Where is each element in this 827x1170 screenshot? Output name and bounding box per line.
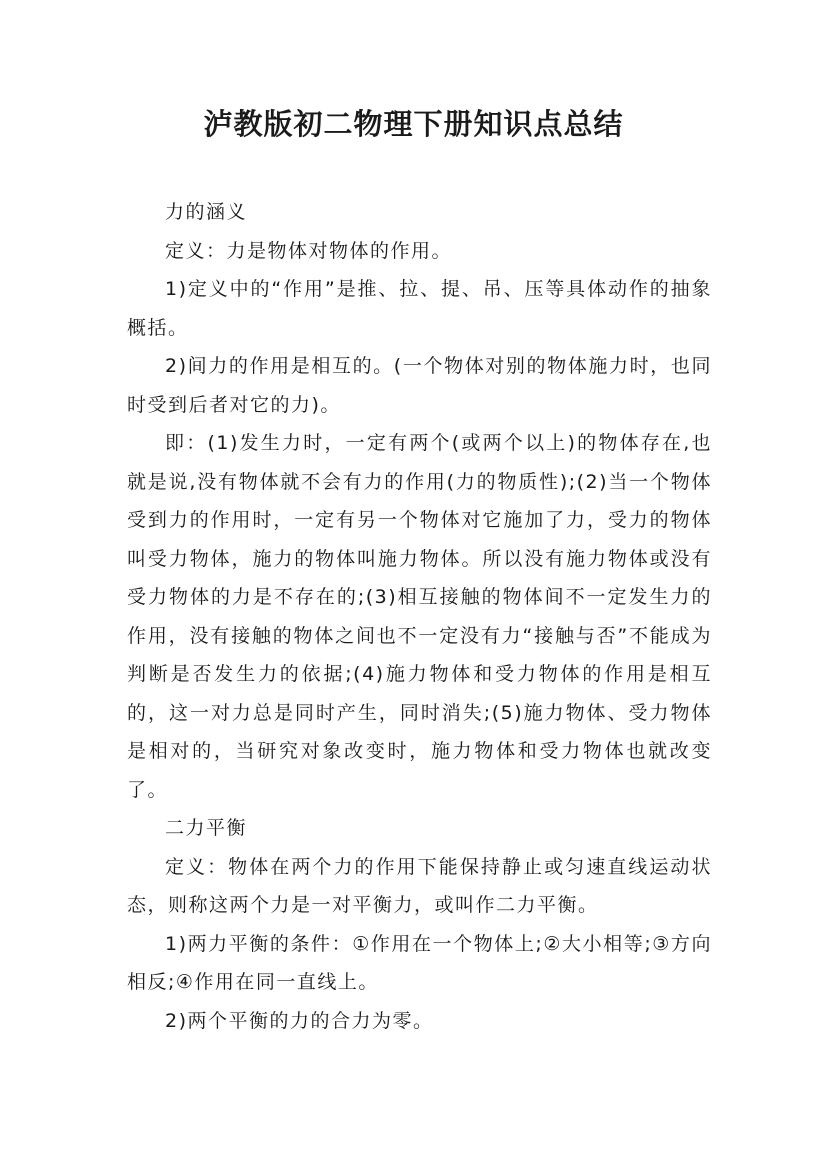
section-heading: 力的涵义 [165,201,248,223]
paragraph: 2)间力的作用是相互的。(一个物体对别的物体施力时，也同时受到后者对它的力)。 [127,355,712,416]
section-heading: 二力平衡 [165,817,248,839]
paragraph: 定义：力是物体对物体的作用。 [165,239,453,262]
paragraph: 1)定义中的“作用”是推、拉、提、吊、压等具体动作的抽象概括。 [127,278,712,339]
paragraph: 定义：物体在两个力的作用下能保持静止或匀速直线运动状态，则称这两个力是一对平衡力，或叫作二力平衡。 [127,855,712,916]
paragraph: 即：(1)发生力时，一定有两个(或两个以上)的物体存在,也就是说,没有物体就不会有力的作用(力的物质性);(2)当一个物体受到力的作用时，一定有另一个物体对它施加了力，受力的物体叫受力物体，施力的物体叫施力物体。所以没有施力物体或没有受力物体的力是不存在的;(3)相互接触的物体间不一定发生力的作用，没有接触的物体之间也不一定没有力“接触与否”不能成为判断是否发生力的依据;(4)施力物体和受力物体的作用是相互的，这一对力总是同时产生，同时消失;(5)施力物体、受力物体是相对的，当研究对象改变时，施力物体和受力物体也就改变了。 [127,432,712,801]
document-title: 泸教版初二物理下册知识点总结 [203,107,624,141]
document-body [127,193,712,1040]
paragraph: 2)两个平衡的力的合力为零。 [165,1009,434,1032]
paragraph: 1)两力平衡的条件：①作用在一个物体上;②大小相等;③方向相反;④作用在同一直线上。 [127,932,712,993]
